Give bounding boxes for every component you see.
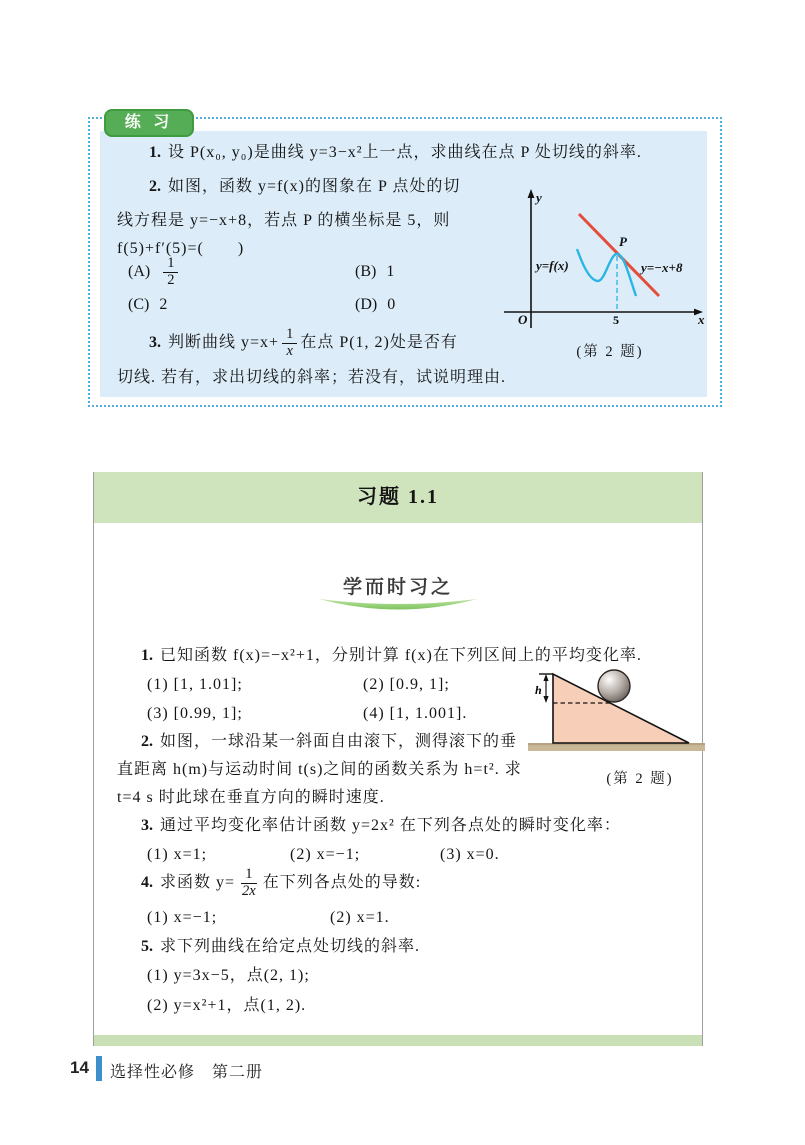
exercise-problem-5: [141, 937, 420, 957]
x-tick-5: 5: [613, 313, 619, 327]
x-axis-label: x: [698, 312, 705, 327]
problem-text: 求下列曲线在给定点处切线的斜率.: [160, 938, 421, 955]
footer-accent-bar: [96, 1056, 102, 1081]
exercise-title-bar: [94, 472, 702, 523]
line-equation-label: y=−x+8: [641, 260, 683, 275]
exercise-problem-3: [141, 816, 621, 836]
practice-problem-2-line-1: [149, 177, 460, 197]
problem-number: 3.: [149, 334, 161, 351]
fraction-numerator: 1: [241, 867, 256, 884]
swoosh-shape: [319, 599, 477, 610]
problem-number: 2.: [141, 733, 153, 750]
exercise-problem-2-line-3: [117, 788, 385, 808]
exercise-problem-1-item-4: [363, 704, 467, 724]
choice-value: 0: [387, 296, 396, 313]
problem-number: 5.: [141, 938, 153, 955]
fraction-denominator: x: [286, 342, 293, 359]
choice-A: [128, 254, 181, 290]
book-title: 选择性必修 第二册: [110, 1064, 264, 1081]
exercise-problem-4-item-2: [330, 908, 390, 928]
problem-text: 通过平均变化率估计函数 y=2x² 在下列各点处的瞬时变化率：: [160, 817, 621, 834]
fraction-numerator: 1: [163, 256, 178, 273]
item-text: (1) x=−1;: [147, 909, 218, 926]
y-axis-label: y: [536, 190, 542, 205]
green-swoosh-icon: [313, 596, 483, 614]
choice-B: [355, 263, 394, 281]
exercise-section: [93, 472, 703, 1046]
problem-number: 1.: [141, 647, 153, 664]
height-arrow-down: [543, 696, 548, 703]
exercise-problem-3-item-3: [440, 845, 500, 865]
choice-D: [355, 296, 395, 314]
problem-text: 求函数 y=: [160, 874, 236, 891]
exercise-subtitle: 学而时习之: [342, 577, 453, 598]
fraction-denominator: 2: [167, 271, 175, 288]
fraction: [163, 256, 178, 289]
practice-label-text: 练 习: [124, 114, 174, 131]
problem-text: 设 P(x₀, y₀)是曲线 y=3−x²上一点，求曲线在点 P 处切线的斜率.: [168, 144, 642, 161]
exercise-problem-4-item-1: [147, 908, 217, 928]
problem-text: 切线. 若有，求出切线的斜率；若没有，试说明理由.: [117, 369, 507, 386]
item-text: (3) [0.99, 1];: [147, 705, 243, 722]
incline-ball-figure: [523, 663, 711, 758]
problem-number: 3.: [141, 817, 153, 834]
item-text: (2) y=x²+1，点(1, 2).: [147, 997, 307, 1014]
item-text: (2) [0.9, 1];: [363, 676, 450, 693]
figure-caption: (第 2 题): [576, 344, 644, 360]
choice-label: (B): [355, 263, 377, 280]
exercise-problem-1-item-1: [147, 675, 243, 695]
choice-label: (A): [128, 263, 151, 280]
exercise-subtitle-wrap: [93, 572, 703, 599]
fraction: [282, 327, 297, 360]
exercise-bottom-bar: [94, 1035, 702, 1046]
problem-text: 判断曲线 y=x+: [168, 334, 280, 351]
exercise-problem-5-item-1: [147, 966, 310, 986]
item-text: (1) x=1;: [147, 846, 208, 863]
item-text: (1) y=3x−5，点(2, 1);: [147, 967, 310, 984]
choice-label: (D): [355, 296, 378, 313]
function-curve: [577, 249, 636, 296]
problem-text: 在点 P(1, 2)处是否有: [300, 334, 458, 351]
fraction: [238, 867, 260, 900]
page-number: 14: [70, 1058, 89, 1077]
exercise-problem-2-line-2: [117, 760, 522, 780]
problem-number: 2.: [149, 178, 161, 195]
choice-value: 2: [159, 296, 168, 313]
practice-label: [104, 109, 194, 137]
tangent-graph-figure: [500, 188, 710, 334]
problem-text: t=4 s 时此球在垂直方向的瞬时速度.: [117, 789, 385, 806]
subtitle-swoosh-wrap: [93, 596, 703, 619]
height-label: h: [535, 683, 542, 697]
item-text: (4) [1, 1.001].: [363, 705, 468, 722]
item-text: (1) [1, 1.01];: [147, 676, 243, 693]
item-text: (2) x=−1;: [290, 846, 361, 863]
exercise-problem-5-item-2: [147, 996, 306, 1016]
exercise-problem-4: [141, 862, 421, 904]
exercise-problem-1-item-3: [147, 704, 243, 724]
practice-problem-2-line-2: [117, 211, 450, 231]
choice-value: 1: [386, 263, 395, 280]
exercise-title: 习题 1.1: [357, 486, 439, 508]
problem-text: 线方程是 y=−x+8，若点 P 的横坐标是 5，则: [117, 212, 451, 229]
problem-text: 直距离 h(m)与运动时间 t(s)之间的函数关系为 h=t². 求: [117, 761, 522, 778]
problem-text: f(5)+f′(5)=( ): [117, 240, 245, 257]
item-text: (3) x=0.: [440, 846, 500, 863]
problem-number: 4.: [141, 874, 153, 891]
y-axis-arrow: [528, 189, 535, 198]
point-P-label: P: [619, 234, 627, 249]
item-text: (2) x=1.: [330, 909, 390, 926]
exercise-problem-1-item-2: [363, 675, 450, 695]
choice-label: (C): [128, 296, 150, 313]
ball: [598, 670, 630, 702]
figure-caption: (第 2 题): [606, 771, 674, 787]
problem-text: 如图，函数 y=f(x)的图象在 P 点处的切: [168, 178, 461, 195]
origin-label: O: [518, 312, 528, 327]
practice-problem-3-line-2: [117, 368, 506, 388]
height-arrow-up: [543, 674, 548, 681]
practice-problem-1: [149, 143, 642, 163]
problem-number: 1.: [149, 144, 161, 161]
problem-text: 如图，一球沿某一斜面自由滚下，测得滚下的垂: [160, 733, 518, 750]
problem-text: 在下列各点处的导数:: [262, 874, 422, 891]
problem-text: 已知函数 f(x)=−x²+1，分别计算 f(x)在下列区间上的平均变化率.: [160, 647, 642, 664]
choice-C: [128, 296, 167, 314]
exercise-problem-2-line-1: [141, 732, 517, 752]
curve-equation-label: y=f(x): [536, 258, 569, 273]
practice-problem-3-line-1: [149, 324, 458, 362]
fraction-denominator: 2x: [242, 882, 256, 899]
fraction-numerator: 1: [282, 327, 297, 344]
